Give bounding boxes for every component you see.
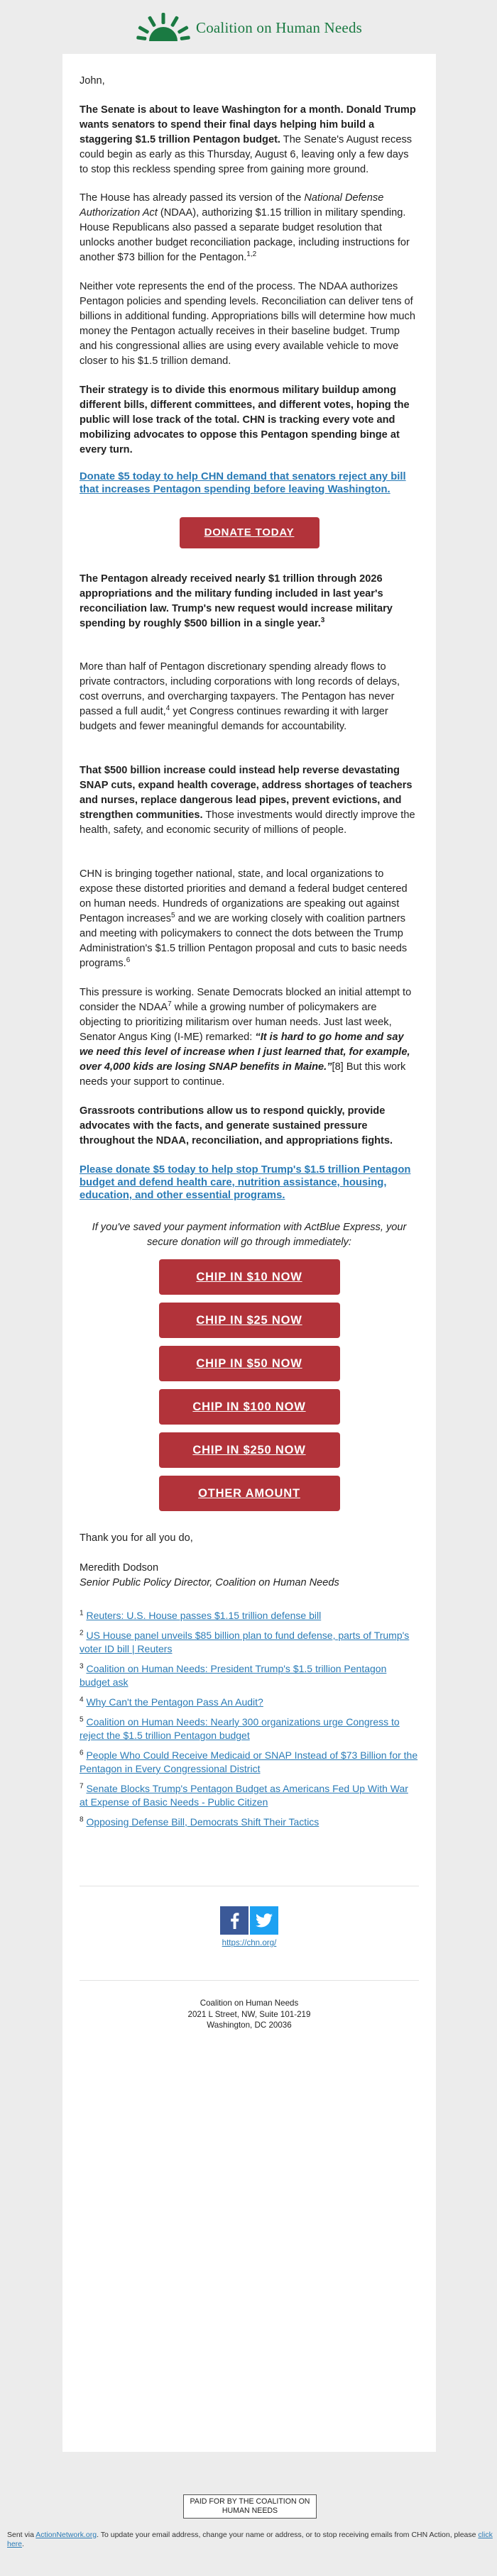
other-amount-button[interactable]: OTHER AMOUNT [159, 1476, 340, 1511]
footnote-link[interactable]: Senate Blocks Trump's Pentagon Budget as Americans Fed Up With War at Expense of Basic Needs - Public Citizen [80, 1783, 408, 1808]
paragraph-1-text: The Senate's August recess could begin as early as this Thursday, August 6, leaving only a few days to stop this reckless spending spree from gaining more ground. [80, 134, 413, 175]
paragraph-3: Neither vote represents the end of the process. The NDAA authorizes Pentagon policies and spending levels. Reconciliation can deliver tens of billions in additional funding. Appropriations bills will determine how much money the Pentagon actually receives in their baseline budget. Trump and his congressional allies are using every available vehicle to move closer to his $1.5 trillion demand. [80, 281, 415, 367]
org-name: Coalition on Human Needs [196, 18, 363, 36]
donate-cta-link-2-wrap [80, 1163, 419, 1202]
paragraph-7 [80, 763, 419, 838]
paragraph-10: Grassroots contributions allow us to respond quickly, provide advocates with the facts, and generate sustained pressure throughout the NDAA, reconciliation, and appropriations fights. [80, 1105, 393, 1146]
paid-for-disclaimer: PAID FOR BY THE COALITION ON HUMAN NEEDS [183, 2494, 317, 2519]
address-org: Coalition on Human Needs [200, 1999, 299, 2008]
unsubscribe-notice [7, 2531, 497, 2549]
social-links [80, 1906, 419, 1950]
footnote-item [80, 1715, 419, 1742]
donate-cta-link-1[interactable]: Donate $5 today to help CHN demand that senators reject any bill that increases Pentagon spending before leaving Washington. [80, 471, 406, 495]
footnote-ref: 5 [171, 912, 175, 920]
signer-name: Meredith Dodson [80, 1562, 159, 1574]
footnote-number: 8 [80, 1815, 84, 1824]
donate-today-button[interactable]: DONATE TODAY [180, 517, 320, 548]
paragraph-9 [80, 985, 419, 1090]
paragraph-5-text: The Pentagon already received nearly $1 trillion through 2026 appropriations and the military funding included in last year's reconciliation law. Trump's new request would increase military spending by roughly $500 billion in a single year. [80, 573, 393, 629]
paragraph-9-text-c: [8] But this work needs your support to continue. [80, 1061, 406, 1088]
footnote-item [80, 1662, 419, 1689]
footnote-number: 4 [80, 1696, 84, 1704]
ndaa-title: National Defense Authorization Act [80, 192, 384, 219]
paragraph-6 [80, 660, 419, 734]
chip-in-100-button[interactable]: CHIP IN $100 NOW [159, 1389, 340, 1425]
footnote-link[interactable]: US House panel unveils $85 billion plan to fund defense, parts of Trump's voter ID bill | Reuters [80, 1630, 410, 1654]
footnote-item [80, 1749, 419, 1776]
social-icons-row [80, 1906, 419, 1935]
unsub-text-b: . To update your email address, change your name or address, or to stop receiving emails from CHN Action, please [97, 2531, 479, 2539]
footnote-number: 1 [80, 1609, 84, 1618]
email-header [0, 0, 497, 47]
thank-you-line: Thank you for all you do, [80, 1532, 193, 1544]
signer-title: Senior Public Policy Director, Coalition on Human Needs [80, 1577, 339, 1588]
paragraph-2 [80, 191, 419, 265]
address-line-1: 2021 L Street, NW, Suite 101-219 [187, 2009, 311, 2019]
senator-quote: “It is hard to go home and say we need this level of increase when I just learned that, for example, over 4,000 kids are losing SNAP benefits in Maine.” [80, 1032, 410, 1073]
footnote-link[interactable]: Why Can't the Pentagon Pass An Audit? [86, 1696, 263, 1708]
footnote-item [80, 1629, 419, 1656]
donate-cta-link-1-wrap [80, 470, 419, 496]
footnote-number: 7 [80, 1782, 84, 1791]
footnote-item [80, 1609, 419, 1623]
website-link-wrap [80, 1935, 419, 1950]
paragraph-4: Their strategy is to divide this enormous military buildup among different bills, different committees, and different votes, hoping the public will lose track of the total. CHN is tracking every vote and mobilizing advocates to oppose this Pentagon spending binge at every turn. [80, 385, 410, 455]
footnote-ref: 3 [320, 617, 325, 625]
chip-in-button-group [80, 1259, 419, 1519]
paragraph-8-text-b: and we are working closely with coalition partners and meeting with policymakers to connect the dots between the Trump Administration's $1.5 trillion Pentagon proposal and cuts to basic needs programs. [80, 913, 408, 969]
chip-in-25-button[interactable]: CHIP IN $25 NOW [159, 1303, 340, 1338]
facebook-icon[interactable] [220, 1906, 248, 1935]
footnote-link[interactable]: Opposing Defense Bill, Democrats Shift Their Tactics [86, 1816, 320, 1828]
chip-in-50-button[interactable]: CHIP IN $50 NOW [159, 1346, 340, 1381]
footnote-link[interactable]: Coalition on Human Needs: President Trump's $1.5 trillion Pentagon budget ask [80, 1663, 387, 1688]
footnote-number: 3 [80, 1662, 84, 1671]
paragraph-5 [80, 572, 419, 631]
footnote-item [80, 1782, 419, 1809]
chip-in-10-button[interactable]: CHIP IN $10 NOW [159, 1259, 340, 1295]
footnote-number: 5 [80, 1715, 84, 1724]
chip-in-250-button[interactable]: CHIP IN $250 NOW [159, 1432, 340, 1468]
twitter-icon[interactable] [250, 1906, 278, 1935]
unsub-text-a: Sent via [7, 2531, 36, 2539]
sunrise-logo-icon [133, 13, 193, 43]
footnote-link[interactable]: People Who Could Receive Medicaid or SNAP Instead of $73 Billion for the Pentagon in Every Congressional District [80, 1749, 418, 1774]
org-logo[interactable] [133, 13, 362, 43]
paragraph-8 [80, 867, 419, 971]
footnote-ref: 6 [126, 956, 131, 965]
footnote-ref: 1,2 [246, 250, 257, 259]
paragraph-1 [80, 103, 419, 177]
footnotes-list [80, 1609, 419, 1835]
footnote-number: 6 [80, 1749, 84, 1757]
actionnetwork-link[interactable]: ActionNetwork.org [36, 2531, 97, 2539]
address-line-2: Washington, DC 20036 [207, 2021, 292, 2030]
salutation: John, [80, 75, 105, 87]
paragraph-6-text-b: yet Congress continues rewarding it with larger budgets and fewer meaningful demands for accountability. [80, 706, 388, 732]
donate-cta-link-2[interactable]: Please donate $5 today to help stop Trump's $1.5 trillion Pentagon budget and defend health care, nutrition assistance, housing, education, and other essential programs. [80, 1164, 411, 1201]
paragraph-8-text-a: CHN is bringing together national, state, and local organizations to expose these distorted priorities and demand a federal budget centered on human needs. Hundreds of organizations are speaking out against Pentagon increases [80, 868, 408, 924]
unsubscribe-link[interactable]: click here [7, 2531, 493, 2548]
footnote-item [80, 1696, 419, 1709]
footnote-item [80, 1815, 419, 1829]
paragraph-7-bold: That $500 billion increase could instead help reverse devastating SNAP cuts, expand health coverage, address shortages of teachers and nurses, replace dangerous lead pipes, prevent evictions, and strengthen communities. [80, 765, 413, 821]
footnote-link[interactable]: Reuters: U.S. House passes $1.15 trillion defense bill [86, 1610, 322, 1621]
footnote-number: 2 [80, 1629, 84, 1637]
paragraph-1-bold: The Senate is about to leave Washington for a month. Donald Trump wants senators to spend their final days helping him build a staggering $1.5 trillion Pentagon budget. [80, 104, 416, 145]
website-link[interactable]: https://chn.org/ [222, 1938, 277, 1947]
paragraph-2-text-b: (NDAA), authorizing $1.15 trillion in military spending. House Republicans also passed a separate budget resolution that unlocks another budget reconciliation package, including instructions for another $73 billion for the Pentagon. [80, 207, 410, 263]
unsub-text-c: . [22, 2540, 24, 2548]
footnote-link[interactable]: Coalition on Human Needs: Nearly 300 organizations urge Congress to reject the $1.5 trillion Pentagon budget [80, 1716, 400, 1741]
footnote-ref: 4 [165, 704, 170, 713]
footer-divider [80, 1980, 419, 1981]
paragraph-2-text-a: The House has already passed its version of the [80, 192, 305, 204]
email-body-card [62, 54, 436, 2452]
paragraph-9-text-a: This pressure is working. Senate Democrats blocked an initial attempt to consider the NDAA [80, 987, 412, 1013]
paragraph-6-text-a: More than half of Pentagon discretionary spending already flows to private contractors, including corporations with long records of delays, cost overruns, and overcharging taxpayers. The Pentagon has never passed a full audit, [80, 661, 400, 717]
paragraph-7-text: Those investments would directly improve the health, safety, and economic security of millions of people. [80, 809, 415, 836]
donate-today-wrap [80, 517, 419, 548]
actblue-note: If you've saved your payment information with ActBlue Express, your secure donation will go through immediately: [92, 1222, 407, 1248]
mailing-address [80, 1998, 419, 2031]
footnote-ref: 7 [168, 1000, 172, 1009]
paragraph-9-text-b: while a growing number of policymakers are objecting to prioritizing militarism over human needs. Just last week, Senator Angus King (I-ME) remarked: [80, 1002, 392, 1043]
